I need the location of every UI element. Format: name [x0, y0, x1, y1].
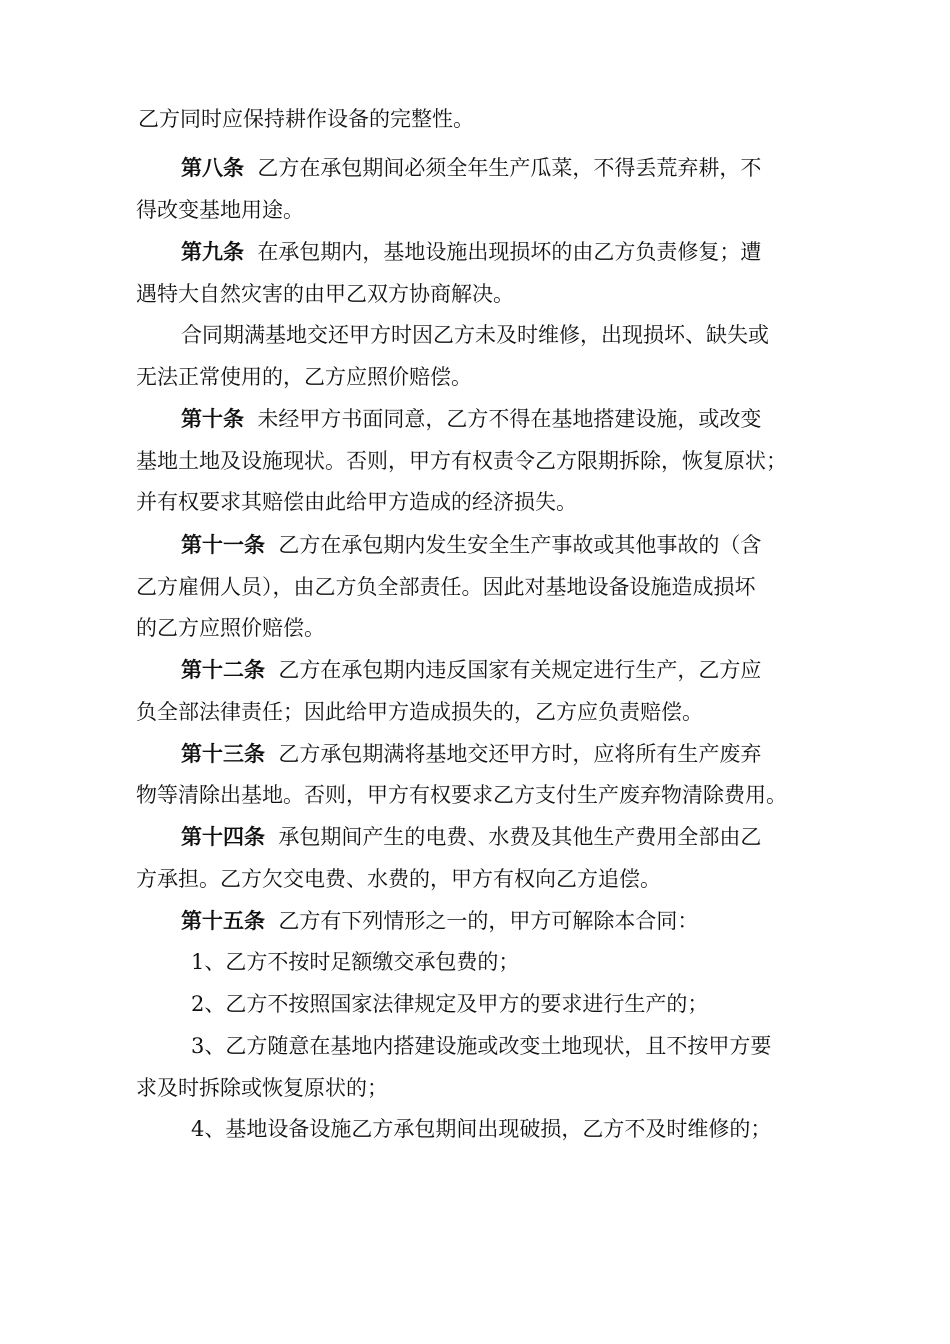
paragraph-line [136, 362, 472, 392]
line-text: 负全部法律责任；因此给甲方造成损失的，乙方应负责赔偿。 [136, 700, 703, 724]
line-text: 方承担。乙方欠交电费、水费的，甲方有权向乙方追偿。 [136, 867, 661, 891]
article-14-heading: 第十四条 [181, 824, 265, 849]
line-text: 无法正常使用的，乙方应照价赔偿。 [136, 365, 472, 389]
article-8-heading: 第八条 [181, 155, 244, 180]
list-item-3 [191, 1031, 771, 1061]
list-item-1 [191, 947, 519, 977]
paragraph-line [136, 572, 756, 602]
line-text: 基地土地及设施现状。否则，甲方有权责令乙方限期拆除，恢复原状； [136, 449, 787, 473]
article-11-heading: 第十一条 [181, 532, 265, 557]
paragraph-first-line [181, 320, 769, 350]
line-text: 的乙方应照价赔偿。 [136, 616, 325, 640]
article-15-heading: 第十五条 [181, 908, 265, 933]
list-item-4 [191, 1114, 771, 1144]
article-8-first-line [181, 153, 761, 183]
paragraph-line [136, 446, 787, 476]
article-10-first-line [181, 404, 761, 434]
line-text: 未经甲方书面同意，乙方不得在基地搭建设施，或改变 [257, 407, 762, 431]
line-text: 乙方承包期满将基地交还甲方时，应将所有生产废弃 [278, 742, 762, 766]
paragraph-line [136, 613, 325, 643]
line-text: 遇特大自然灾害的由甲乙双方协商解决。 [136, 282, 514, 306]
paragraph-line [138, 104, 474, 134]
list-item-3-continued [136, 1073, 388, 1103]
line-text: 乙方同时应保持耕作设备的完整性。 [138, 107, 474, 131]
line-text: 乙方在承包期内发生安全生产事故或其他事故的（含 [278, 533, 762, 557]
paragraph-line [136, 780, 787, 810]
line-text: 物等清除出基地。否则，甲方有权要求乙方支付生产废弃物清除费用。 [136, 783, 787, 807]
article-12-heading: 第十二条 [181, 657, 265, 682]
article-14-first-line [181, 822, 761, 852]
article-12-first-line [181, 655, 761, 685]
article-10-heading: 第十条 [181, 406, 244, 431]
paragraph-line [136, 864, 661, 894]
article-11-first-line [181, 530, 761, 560]
paragraph-line [136, 195, 304, 225]
line-text: 2、乙方不按照国家法律规定及甲方的要求进行生产的； [191, 992, 709, 1016]
line-text: 1、乙方不按时足额缴交承包费的； [191, 950, 520, 974]
line-text: 并有权要求其赔偿由此给甲方造成的经济损失。 [136, 490, 577, 514]
line-text: 乙方雇佣人员），由乙方负全部责任。因此对基地设备设施造成损坏 [136, 575, 756, 599]
article-13-heading: 第十三条 [181, 741, 265, 766]
line-text: 3、乙方随意在基地内搭建设施或改变土地现状，且不按甲方要 [191, 1034, 772, 1058]
paragraph-line [136, 697, 703, 727]
paragraph-line [136, 279, 514, 309]
line-text: 得改变基地用途。 [136, 198, 304, 222]
line-text: 乙方在承包期间必须全年生产瓜菜，不得丢荒弃耕，不 [257, 156, 762, 180]
line-text: 4、基地设备设施乙方承包期间出现破损，乙方不及时维修的； [191, 1117, 772, 1141]
line-text: 在承包期内，基地设施出现损坏的由乙方负责修复；遭 [257, 240, 762, 264]
line-text: 乙方有下列情形之一的，甲方可解除本合同： [278, 909, 699, 933]
article-13-first-line [181, 739, 761, 769]
paragraph-line [136, 487, 577, 517]
line-text: 求及时拆除或恢复原状的； [136, 1076, 388, 1100]
article-9-heading: 第九条 [181, 239, 244, 264]
line-text: 乙方在承包期内违反国家有关规定进行生产，乙方应 [278, 658, 762, 682]
article-9-first-line [181, 237, 761, 267]
list-item-2 [191, 989, 708, 1019]
article-15-first-line [181, 906, 698, 936]
line-text: 承包期间产生的电费、水费及其他生产费用全部由乙 [278, 825, 762, 849]
line-text: 合同期满基地交还甲方时因乙方未及时维修，出现损坏、缺失或 [181, 323, 769, 347]
